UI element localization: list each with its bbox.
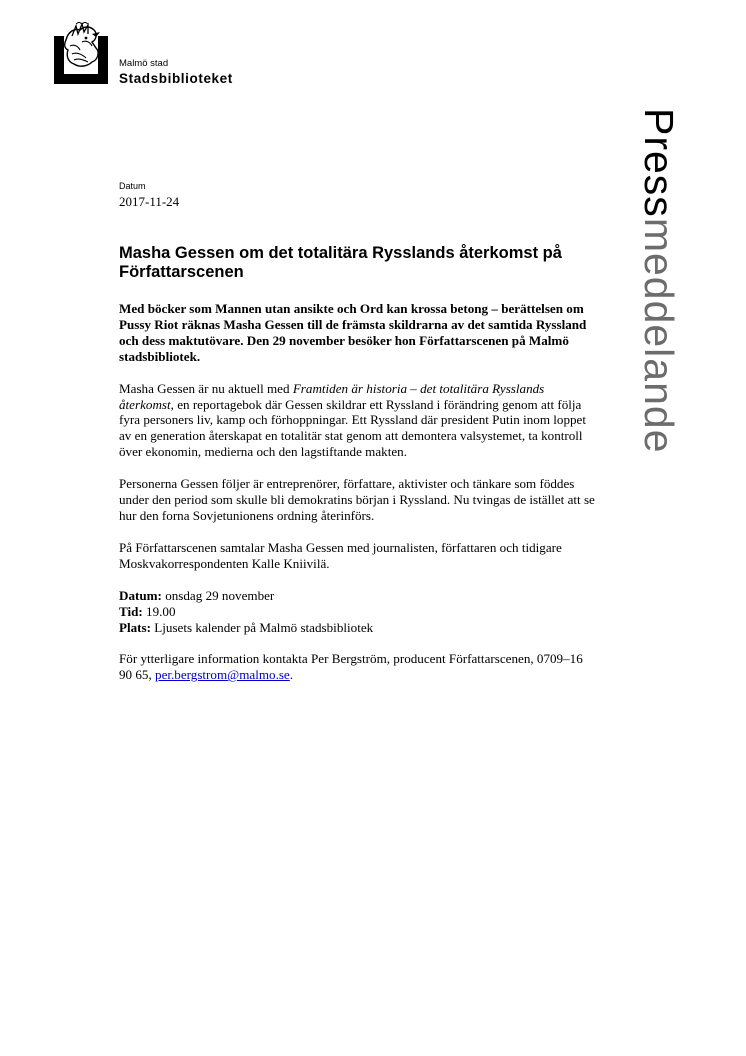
event-place-value: Ljusets kalender på Malmö stadsbibliotek <box>151 619 374 635</box>
side-title-part1: Press <box>636 108 682 218</box>
event-date-label: Datum: <box>119 587 162 603</box>
contact-paragraph <box>119 651 599 683</box>
pressmeddelande-vertical-title <box>635 108 682 454</box>
body-paragraph-2: Personerna Gessen följer är entreprenörer, författare, aktivister och tänkare som föddes under den period som skulle bli demokratins början i Ryssland. Nu tvingas de istället att se hur den forna Sovjetunionens ordning återinförs. <box>119 476 595 523</box>
p1-text-before: Masha Gessen är nu aktuell med <box>119 380 293 396</box>
body-paragraph-1 <box>119 381 599 461</box>
date-value: 2017-11-24 <box>119 194 180 209</box>
event-date-row <box>119 588 274 603</box>
contact-text: För ytterligare information kontakta Per Bergström, producent Författarscenen, 0709–16 90 65, <box>119 651 583 683</box>
malmo-coat-of-arms-logo <box>52 22 110 86</box>
press-release-body <box>119 301 599 699</box>
date-label: Datum <box>119 181 146 191</box>
book-title: Framtiden är historia – det totalitära Rysslands återkomst <box>119 380 545 412</box>
event-time-row <box>119 604 176 619</box>
event-place-label: Plats: <box>119 619 151 635</box>
press-release-headline: Masha Gessen om det totalitära Rysslands återkomst på Författarscenen <box>119 244 562 281</box>
event-details <box>119 588 599 636</box>
event-time-value: 19.00 <box>142 603 176 619</box>
body-paragraph-3: På Författarscenen samtalar Masha Gessen med journalisten, författaren och tidigare Moskvakorrespondenten Kalle Kniivilä. <box>119 539 562 571</box>
lead-paragraph: Med böcker som Mannen utan ansikte och Ord kan krossa betong – berättelsen om Pussy Riot räknas Masha Gessen till de främsta skildrarna av det samtida Ryssland och dess maktutövare. Den 29 november besöker hon Författarscenen på Malmö stadsbibliotek. <box>119 301 587 364</box>
contact-email-link[interactable]: per.bergstrom@malmo.se <box>155 667 290 683</box>
side-title-part2: meddelande <box>636 217 682 454</box>
p1-text-after: , en reportagebok där Gessen skildrar ett Ryssland i förändring genom att följa fyra personers liv, kamp och förhoppningar. Ett Ryssland där president Putin inom loppet av en generation återskapat en totalitär stat genom att demontera valsystemet, ta kontroll över ekonomin, medierna och den lagstiftande makten. <box>119 396 587 460</box>
event-time-label: Tid: <box>119 603 143 619</box>
organization-name: Stadsbiblioteket <box>119 71 233 86</box>
event-date-value: onsdag 29 november <box>161 587 275 603</box>
contact-end: . <box>289 667 294 683</box>
organization-city: Malmö stad <box>119 58 169 69</box>
event-place-row <box>119 620 373 635</box>
